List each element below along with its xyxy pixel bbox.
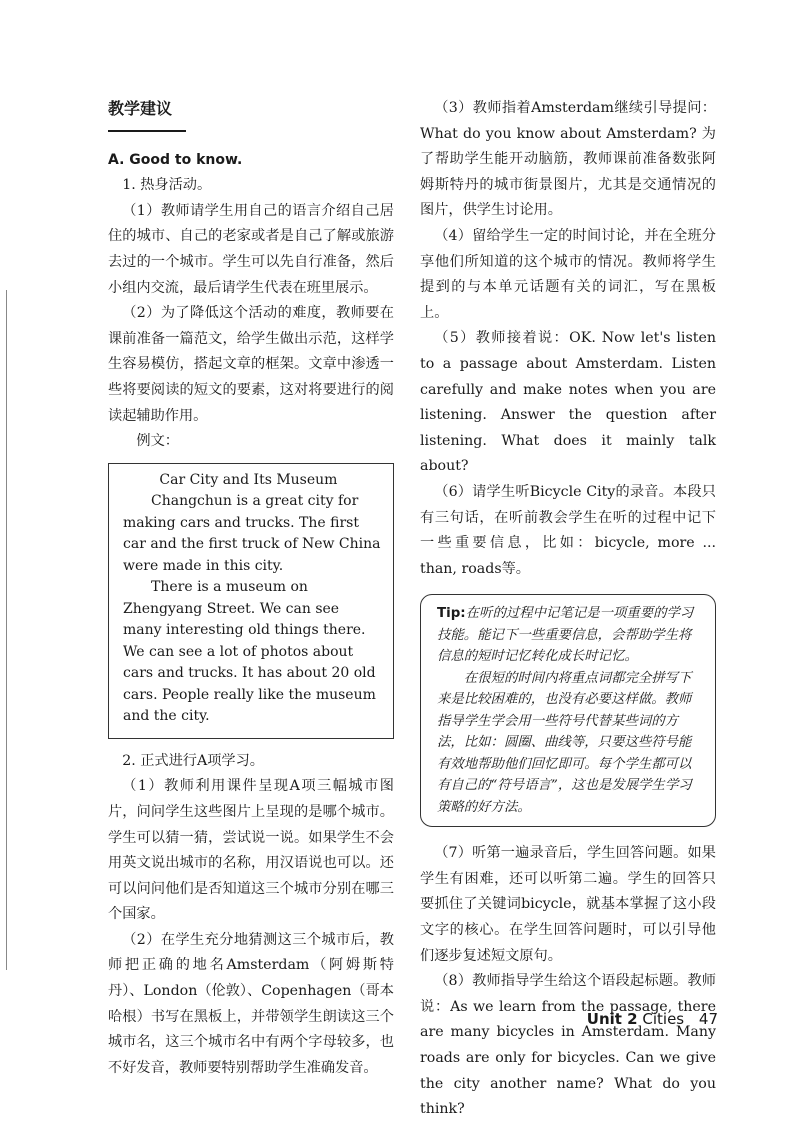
paragraph-r7: （7）听第一遍录音后，学生回答问题。如果学生有困难，还可以听第二遍。学生的回答只要抓住了关键词bicycle，就基本掌握了这小段文字的核心。在学生回答问题时，可以引导他们逐步复述短文原句。 bbox=[420, 845, 716, 964]
paragraph-4: （2）在学生充分地猜测这三个城市后，教师把正确的地名Amsterdam（阿姆斯特丹）、London（伦敦）、Copenhagen（哥本哈根）书写在黑板上，并带领学生朗读这三个城市名，这三个城市名中有两个字母较多，也不好发音，教师要特别帮助学生准确发音。 bbox=[108, 931, 394, 1076]
paragraph-r3: （3）教师指着Amsterdam继续引导提问：What do you know about Amsterdam? 为了帮助学生能开动脑筋，教师课前准备数张阿姆斯特丹的城市街景图片，尤其是交通情况的图片，供学生讨论用。 bbox=[420, 100, 716, 219]
paragraph-3: （1）教师利用课件呈现A项三幅城市图片，问问学生这些图片上呈现的是哪个城市。学生可以猜一猜，尝试说一说。如果学生不会用英文说出城市的名称，用汉语说也可以。还可以问问他们是否知道这三个城市分别在哪三个国家。 bbox=[108, 778, 394, 923]
right-column bbox=[420, 96, 716, 1123]
heading-good-to-know: A. Good to know. bbox=[108, 151, 243, 168]
paragraph-r5: （5）教师接着说：OK. Now let's listen to a passage about Amsterdam. Listen carefully and make notes when you are listening. Answer the question after listening. What does it mainly talk about? bbox=[420, 330, 716, 475]
page-number: 47 bbox=[698, 1010, 718, 1028]
tip-label: Tip: bbox=[437, 606, 466, 622]
paragraph-r6: （6）请学生听Bicycle City的录音。本段只有三句话，在听前教会学生在听的过程中记下一些重要信息，比如：bicycle, more ... than, roads等。 bbox=[420, 483, 716, 577]
page-margin-line bbox=[0, 290, 7, 970]
paragraph-r4: （4）留给学生一定的时间讨论，并在全班分享他们所知道的这个城市的情况。教师将学生提到的与本单元话题有关的词汇，写在黑板上。 bbox=[420, 227, 716, 321]
tip-paragraph-1 bbox=[437, 603, 703, 668]
tip-paragraph-2: 在很短的时间内将重点词都完全拼写下来是比较困难的，也没有必要这样做。教师指导学生学会用一些符号代替某些词的方法，比如：圆圈、曲线等，只要这些符号能有效地帮助他们回忆即可。每个学生都可以有自己的“符号语言”，这也是发展学生学习策略的好方法。 bbox=[437, 670, 692, 815]
paragraph-2: （2）为了降低这个活动的难度，教师要在课前准备一篇范文，给学生做出示范，这样学生容易模仿，搭起文章的框架。文章中渗透一些将要阅读的短文的要素，这对将要进行的阅读起辅助作用。 bbox=[108, 305, 394, 424]
tip-text-1: 在听的过程中记笔记是一项重要的学习技能。能记下一些重要信息，会帮助学生将信息的短时记忆转化成长时记忆。 bbox=[437, 606, 694, 665]
item-2-formal: 2. 正式进行A项学习。 bbox=[122, 752, 264, 769]
example-label: 例文： bbox=[136, 433, 179, 450]
tip-box bbox=[420, 594, 716, 827]
footer-unit-title: Cities bbox=[642, 1010, 685, 1028]
left-column bbox=[108, 96, 394, 1081]
page-footer bbox=[587, 1010, 718, 1028]
paragraph-1: （1）教师请学生用自己的语言介绍自己居住的城市、自己的老家或者是自己了解或旅游去过的一个城市。学生可以先自行准备，然后小组内交流，最后请学生代表在班里展示。 bbox=[108, 202, 394, 296]
paragraph-r8: （8）教师指导学生给这个语段起标题。教师说：As we learn from the passage, there are many bicycles in Amsterdam. Many roads are only for bicycles. Can we give the city another name? What do you think? bbox=[420, 973, 716, 1118]
example-paragraph-2: There is a museum on Zhengyang Street. We can see many interesting old things there. We can see a lot of photos about cars and trucks. It has about 20 old cars. People really like the museum and the city. bbox=[123, 579, 376, 725]
section-title-rule bbox=[108, 130, 186, 132]
example-paragraph-1: Changchun is a great city for making cars and trucks. The first car and the first truck of New China were made in this city. bbox=[123, 493, 381, 574]
footer-unit: Unit 2 bbox=[586, 1010, 638, 1028]
example-box bbox=[108, 463, 394, 739]
item-1-warmup: 1. 热身活动。 bbox=[122, 177, 212, 194]
section-title: 教学建议 bbox=[108, 99, 173, 118]
example-title: Car City and Its Museum bbox=[159, 471, 338, 488]
